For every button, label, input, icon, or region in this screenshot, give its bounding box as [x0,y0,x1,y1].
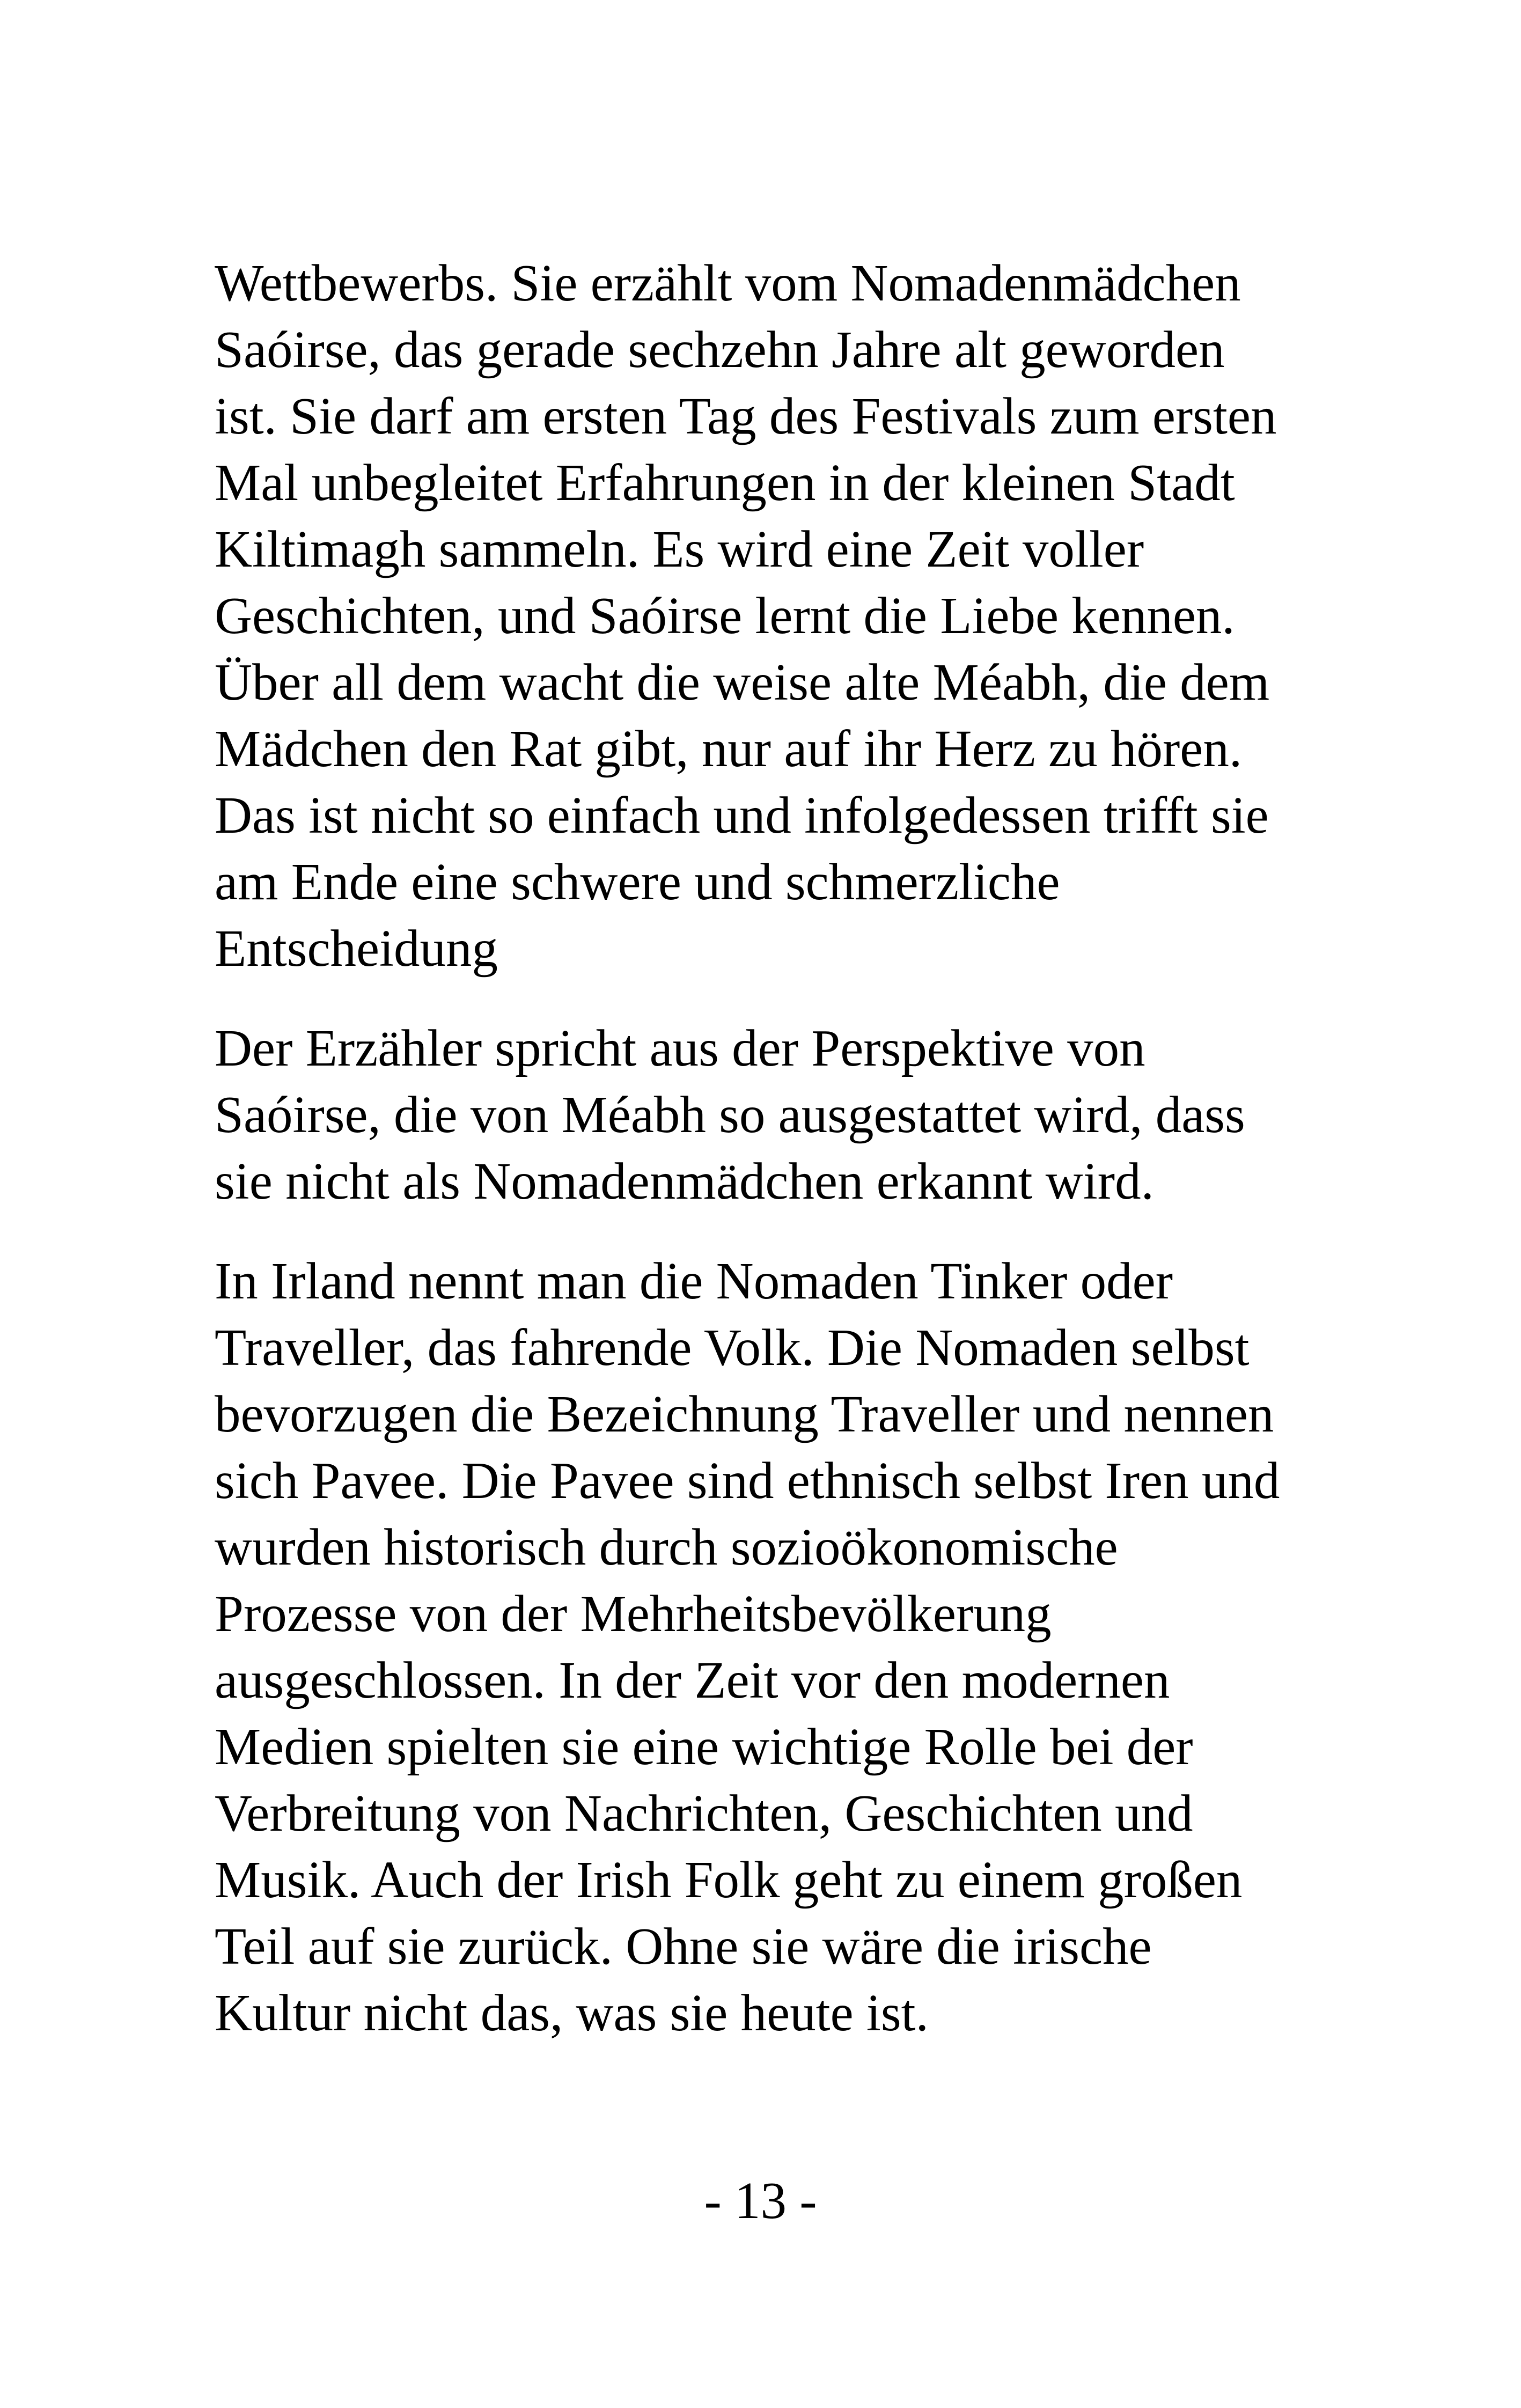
page-number: - 13 - [704,2172,817,2229]
text-line: Musik. Auch der Irish Folk geht zu einem großen [215,1851,1243,1908]
text-line: am Ende eine schwere und schmerzliche [215,853,1060,911]
text-line: ist. Sie darf am ersten Tag des Festivals zum ersten [215,387,1277,445]
text-line: In Irland nennt man die Nomaden Tinker oder [215,1252,1173,1310]
text-line: wurden historisch durch sozioökonomische [215,1518,1118,1576]
text-line: ausgeschlossen. In der Zeit vor den modernen [215,1651,1170,1709]
paragraph-spacer [215,982,1320,1015]
text-line: Prozesse von der Mehrheitsbevölkerung [215,1585,1052,1642]
paragraph-3 [215,1248,1320,2046]
text-line: Medien spielten sie eine wichtige Rolle bei der [215,1718,1193,1775]
text-line: Wettbewerbs. Sie erzählt vom Nomadenmädchen [215,254,1241,312]
text-line: sie nicht als Nomadenmädchen erkannt wird. [215,1152,1154,1210]
text-line: Teil auf sie zurück. Ohne sie wäre die irische [215,1918,1152,1975]
text-line: Entscheidung [215,920,498,977]
paragraph-1 [215,250,1320,982]
text-line: Das ist nicht so einfach und infolgedessen trifft sie [215,787,1269,844]
text-line: Mal unbegleitet Erfahrungen in der kleinen Stadt [215,454,1235,511]
text-line: Saóirse, das gerade sechzehn Jahre alt geworden [215,321,1225,378]
paragraph-spacer [215,1215,1320,1248]
paragraph-2 [215,1015,1320,1215]
text-line: sich Pavee. Die Pavee sind ethnisch selbst Iren und [215,1452,1280,1509]
body-text [215,250,1320,2046]
text-line: Verbreitung von Nachrichten, Geschichten und [215,1785,1193,1842]
text-line: Saóirse, die von Méabh so ausgestattet wird, dass [215,1086,1245,1143]
text-line: Kiltimagh sammeln. Es wird eine Zeit voller [215,520,1144,578]
text-line: Geschichten, und Saóirse lernt die Liebe kennen. [215,587,1235,644]
text-line: bevorzugen die Bezeichnung Traveller und nennen [215,1385,1274,1443]
text-line: Traveller, das fahrende Volk. Die Nomaden selbst [215,1319,1250,1376]
text-line: Kultur nicht das, was sie heute ist. [215,1984,929,2042]
text-line: Über all dem wacht die weise alte Méabh, die dem [215,654,1270,711]
text-line: Mädchen den Rat gibt, nur auf ihr Herz zu hören. [215,720,1243,777]
text-line: Der Erzähler spricht aus der Perspektive von [215,1019,1145,1077]
